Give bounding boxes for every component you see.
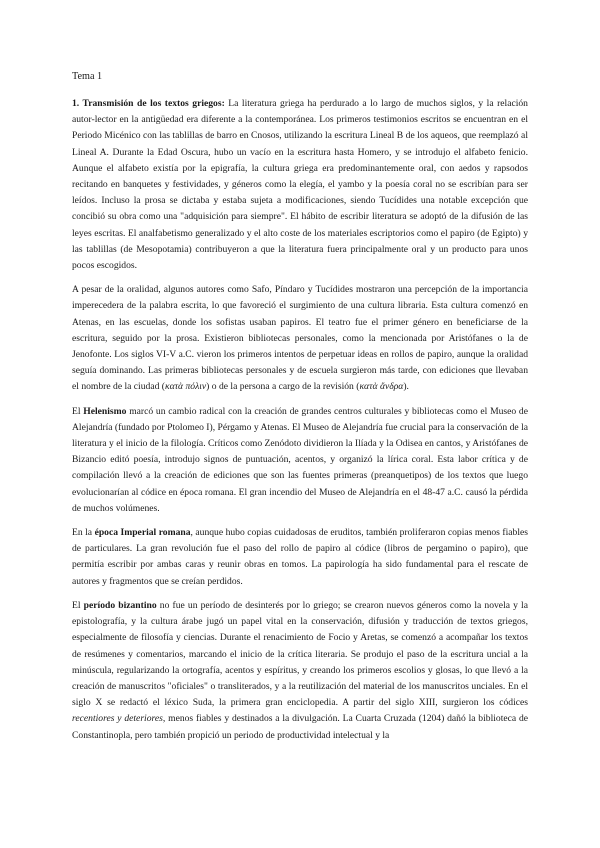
document-body bbox=[72, 70, 528, 752]
section-title: 1. Transmisión de los textos griegos: bbox=[72, 98, 225, 109]
paragraph-text: no fue un período de desinterés por lo griego; se crearon nuevos géneros como la novela y la epistolografía, y la cultura árabe jugó un papel vital en la conservación, difusión y traducción de textos griegos, especialmente de filosofía y ciencias. Durante el renacimiento de Focio y Aretas, se comenzó a acompañar los textos de resúmenes y comentarios, marcando el inicio de la crítica literaria. Se produjo el paso de la escritura uncial a la minúscula, regularizando la ortografía, acentos y espíritus, y creando los primeros escolios y glosas, lo que llevó a la creación de manuscritos "oficiales" o transliterados, y a la reutilización del material de los manuscritos unciales. En el siglo X se redactó el léxico Suda, la primera gran enciclopedia. A partir del siglo XIII, surgieron los códices bbox=[72, 599, 528, 709]
paragraph-hellenism bbox=[72, 404, 528, 517]
paragraph-text: En la bbox=[72, 527, 95, 539]
paragraph-byzantine bbox=[72, 598, 528, 744]
keyword-periodo-bizantino: período bizantino bbox=[83, 599, 157, 611]
paragraph-text: , aunque hubo copias cuidadosas de eruditos, también proliferaron copias menos fiables de particulares. La gran revolución fue el paso del rollo de papiro al códice (libros de pergamino o papiro), que permitía escribir por ambas caras y reunir obras en tomos. La papirología ha sido fundamental para el rescate de autores y fragmentos que se creían perdidos. bbox=[72, 527, 528, 587]
keyword-helenismo: Helenismo bbox=[83, 405, 127, 417]
keyword-epoca-imperial: época Imperial romana bbox=[94, 527, 191, 539]
paragraph-text: La literatura griega ha perdurado a lo largo de muchos siglos, y la relación autor-lector en la antigüedad era diferente a la contemporánea. Los primeros testimonios escritos se encuentran en el Periodo Micénico con las tablillas de barro en Cnosos, utilizando la escritura Lineal B de los aqueos, que reemplazó al Lineal A. Durante la Edad Oscura, hubo un vacío en la escritura hasta Homero, y se introdujo el alfabeto fenicio. Aunque el alfabeto existía por la epigrafía, la cultura griega era predominantemente oral, con aedos y rapsodos recitando en banquetes y festividades, y géneros como la elegía, el yambo y la poesía coral no se escribían para ser leídos. Incluso la prosa se dictaba y estaba sujeta a modificaciones, siendo Tucídides una notable excepción que concibió su obra como una "adquisición para siempre". El hábito de escribir literatura se adoptó de la difusión de las leyes escritas. El analfabetismo generalizado y el alto coste de los materiales escriptorios como el papiro (de Egipto) y las tablillas (de Mesopotamia) contribuyeron a que la literatura fuera principalmente oral y un producto para unos pocos escogidos. bbox=[72, 98, 528, 272]
paragraph-text: , menos fiables y destinados a la divulgación. La Cuarta Cruzada (1204) dañó la biblioteca de Constantinopla, pero también propició un periodo de productividad intelectual y la bbox=[72, 713, 529, 741]
paragraph-transmission bbox=[72, 96, 528, 274]
greek-term-kata-polin: κατὰ πόλιν bbox=[164, 381, 207, 393]
page-heading: Tema 1 bbox=[72, 71, 103, 82]
paragraph-text: ). bbox=[403, 381, 409, 393]
paragraph-text: El bbox=[72, 599, 84, 611]
paragraph-text: ) o de la persona a cargo de la revisión ( bbox=[206, 381, 360, 393]
term-recentiores: recentiores y deteriores bbox=[72, 713, 163, 725]
paragraph-orality bbox=[72, 282, 528, 395]
paragraph-text: A pesar de la oralidad, algunos autores como Safo, Píndaro y Tucídides mostraron una percepción de la importancia imperecedera de la palabra escrita, lo que favoreció el surgimiento de una cultura libraria. Esta cultura comenzó en Atenas, en las escuelas, donde los sofistas usaban papiros. El teatro fue el primer género en beneficiarse de la escritura, seguido por la prosa. Existieron bibliotecas personales, como la mencionada por Aristófanes o la de Jenofonte. Los siglos VI-V a.C. vieron los primeros intentos de perpetuar ideas en rollos de papiro, aunque la oralidad seguía dominando. Las primeras bibliotecas personales y de escuela surgieron más tarde, con ediciones que llevaban el nombre de la ciudad ( bbox=[72, 284, 528, 393]
greek-term-kata-andra: κατὰ ἄνδρα bbox=[359, 381, 404, 393]
paragraph-text: marcó un cambio radical con la creación de grandes centros culturales y bibliotecas como el Museo de Alejandría (fundado por Ptolomeo I), Pérgamo y Atenas. El Museo de Alejandría fue crucial para la conservación de la literatura y el inicio de la filología. Críticos como Zenódoto dividieron la Ilíada y la Odisea en cantos, y Aristófanes de Bizancio editó poesía, introdujo signos de puntuación, acentos, y organizó la lírica coral. Esta labor crítica y de compilación llevó a la creación de ediciones que son las fuentes primeras (preanquetipos) de los textos que luego evolucionarían al códice en época romana. El gran incendio del Museo de Alejandría en el 48-47 a.C. causó la pérdida de muchos volúmenes. bbox=[72, 405, 528, 514]
paragraph-text: El bbox=[72, 405, 84, 417]
paragraph-imperial-rome bbox=[72, 525, 528, 590]
